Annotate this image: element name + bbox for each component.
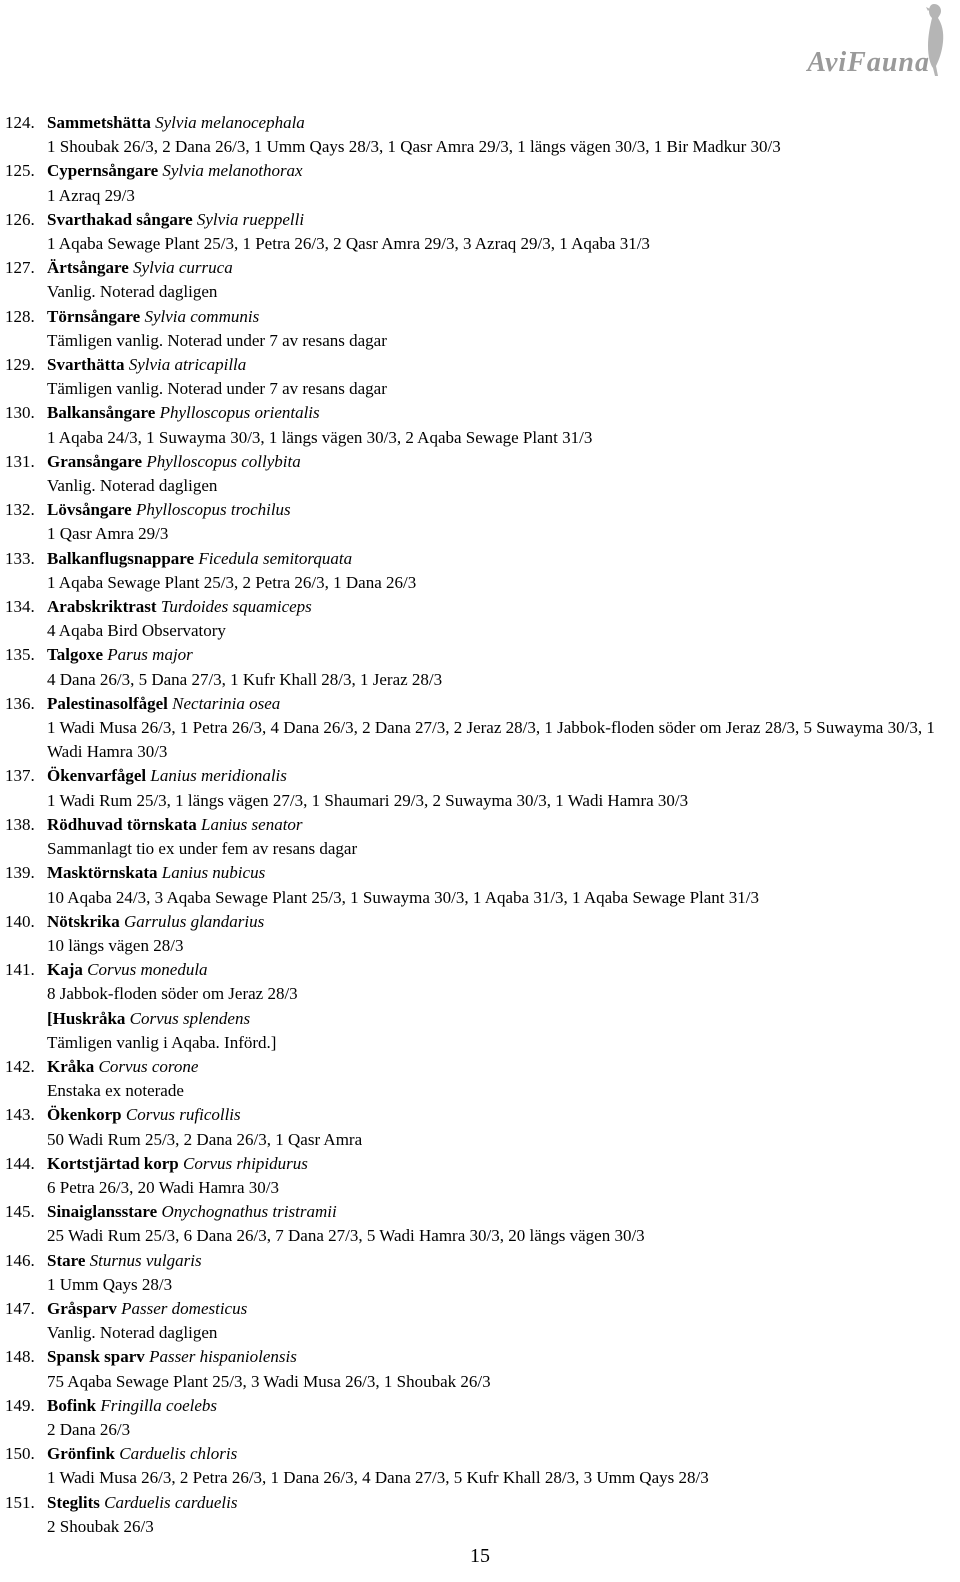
observations: 1 Umm Qays 28/3: [47, 1274, 173, 1294]
observations: 25 Wadi Rum 25/3, 6 Dana 26/3, 7 Dana 27/3, 5 Wadi Hamra 30/3, 20 längs vägen 30/3: [47, 1226, 645, 1246]
species-list: [5, 111, 960, 1539]
scientific-name: Lanius nubicus: [161, 863, 266, 883]
species-heading: [47, 159, 960, 183]
entry-number: 128.: [5, 306, 35, 326]
swedish-name: Ärtsångare: [47, 258, 129, 278]
entry-number: 129.: [5, 355, 35, 375]
species-heading: [47, 1394, 960, 1418]
observations: 1 Wadi Rum 25/3, 1 längs vägen 27/3, 1 Shaumari 29/3, 2 Suwayma 30/3, 1 Wadi Hamra 30/3: [47, 790, 689, 810]
scientific-name: Passer domesticus: [121, 1298, 248, 1318]
scientific-name: Phylloscopus trochilus: [135, 500, 291, 520]
species-heading: [47, 1055, 960, 1079]
species-entry: [5, 1297, 960, 1345]
observations: 50 Wadi Rum 25/3, 2 Dana 26/3, 1 Qasr Amra: [47, 1129, 363, 1149]
scientific-name: Corvus monedula: [87, 960, 208, 980]
swedish-name: Talgoxe: [47, 645, 104, 665]
species-heading: [47, 111, 960, 135]
scientific-name: Corvus rhipidurus: [182, 1153, 308, 1173]
species-heading: [47, 305, 960, 329]
observations: 10 Aqaba 24/3, 3 Aqaba Sewage Plant 25/3, 1 Suwayma 30/3, 1 Aqaba 31/3, 1 Aqaba Sewage Plant 31/3: [47, 887, 760, 907]
species-heading: [47, 1007, 960, 1031]
entry-number: 144.: [5, 1153, 35, 1173]
species-entry: [5, 910, 960, 958]
entry-number: 136.: [5, 693, 35, 713]
species-heading: [47, 450, 960, 474]
entry-number: 126.: [5, 209, 35, 229]
observations: 6 Petra 26/3, 20 Wadi Hamra 30/3: [47, 1177, 280, 1197]
scientific-name: Sturnus vulgaris: [89, 1250, 202, 1270]
swedish-name: Steglits: [47, 1492, 100, 1512]
species-heading: [47, 401, 960, 425]
swedish-name: Masktörnskata: [47, 863, 158, 883]
species-entry: [5, 547, 960, 595]
scientific-name: Sylvia rueppelli: [196, 209, 305, 229]
species-heading: [47, 1200, 960, 1224]
observations: 1 Wadi Musa 26/3, 2 Petra 26/3, 1 Dana 26/3, 4 Dana 27/3, 5 Kufr Khall 28/3, 3 Umm Qays 28/3: [47, 1468, 709, 1488]
entry-number: 146.: [5, 1250, 35, 1270]
species-heading: [47, 498, 960, 522]
swedish-name: Cypernsångare: [47, 161, 159, 181]
observations: Vanlig. Noterad dagligen: [47, 1323, 218, 1343]
observations: Tämligen vanlig. Noterad under 7 av resans dagar: [47, 330, 387, 350]
swedish-name: Lövsångare: [47, 500, 132, 520]
observations: 75 Aqaba Sewage Plant 25/3, 3 Wadi Musa 26/3, 1 Shoubak 26/3: [47, 1371, 491, 1391]
entry-number: 148.: [5, 1347, 35, 1367]
species-entry: [5, 1103, 960, 1151]
species-entry: [5, 1055, 960, 1103]
entry-number: 140.: [5, 911, 35, 931]
species-heading: [47, 1345, 960, 1369]
swedish-name: Palestinasolfågel: [47, 693, 168, 713]
species-entry: [5, 861, 960, 909]
entry-number: 134.: [5, 597, 35, 617]
entry-number: 137.: [5, 766, 35, 786]
observations: 1 Aqaba Sewage Plant 25/3, 1 Petra 26/3, 2 Qasr Amra 29/3, 3 Azraq 29/3, 1 Aqaba 31/3: [47, 234, 650, 254]
swedish-name: Ökenkorp: [47, 1105, 122, 1125]
scientific-name: Sylvia atricapilla: [128, 355, 247, 375]
swedish-name: Sinaiglansstare: [47, 1202, 158, 1222]
observations: 1 Aqaba Sewage Plant 25/3, 2 Petra 26/3, 1 Dana 26/3: [47, 572, 417, 592]
swedish-name: Gråsparv: [47, 1298, 117, 1318]
species-heading: [47, 692, 960, 716]
entry-number: 151.: [5, 1492, 35, 1512]
brand-name: AviFauna: [807, 47, 930, 78]
species-entry: [5, 1394, 960, 1442]
observations: 8 Jabbok-floden söder om Jeraz 28/3: [47, 984, 298, 1004]
entry-number: 131.: [5, 451, 35, 471]
species-entry: [5, 595, 960, 643]
scientific-name: Passer hispaniolensis: [149, 1347, 297, 1367]
observations: Enstaka ex noterade: [47, 1081, 184, 1101]
species-entry: [5, 1152, 960, 1200]
scientific-name: Parus major: [107, 645, 193, 665]
species-entry: [5, 256, 960, 304]
entry-number: 135.: [5, 645, 35, 665]
observations: 2 Shoubak 26/3: [47, 1516, 154, 1536]
observations: 1 Qasr Amra 29/3: [47, 524, 169, 544]
observations: 4 Dana 26/3, 5 Dana 27/3, 1 Kufr Khall 28/3, 1 Jeraz 28/3: [47, 669, 443, 689]
scientific-name: Sylvia communis: [144, 306, 260, 326]
entry-number: 145.: [5, 1202, 35, 1222]
page-number: 15: [470, 1545, 490, 1567]
species-entry: [5, 305, 960, 353]
observations: 1 Azraq 29/3: [47, 185, 135, 205]
entry-number: 149.: [5, 1395, 35, 1415]
entry-number: 139.: [5, 863, 35, 883]
swedish-name: Kortstjärtad korp: [47, 1153, 179, 1173]
entry-number: 138.: [5, 814, 35, 834]
swedish-name: Sammetshätta: [47, 113, 151, 132]
entry-number: 133.: [5, 548, 35, 568]
observations: 10 längs vägen 28/3: [47, 935, 184, 955]
species-entry: [5, 1345, 960, 1393]
species-entry: [5, 1249, 960, 1297]
scientific-name: Sylvia melanocephala: [155, 113, 305, 132]
species-heading: [47, 813, 960, 837]
observations: Sammanlagt tio ex under fem av resans dagar: [47, 839, 358, 859]
entry-number: 124.: [5, 113, 35, 132]
species-heading: [47, 1152, 960, 1176]
scientific-name: Fringilla coelebs: [100, 1395, 218, 1415]
observations: 1 Wadi Musa 26/3, 1 Petra 26/3, 4 Dana 26/3, 2 Dana 27/3, 2 Jeraz 28/3, 1 Jabbok-floden söder om Jeraz 28/3, 5 Suwayma 30/3, 1 Wadi Hamra 30/3: [47, 718, 935, 762]
species-entry: [5, 813, 960, 861]
swedish-name: Svarthakad sångare: [47, 209, 193, 229]
scientific-name: Carduelis chloris: [119, 1444, 238, 1464]
species-heading: [47, 643, 960, 667]
scientific-name: Garrulus glandarius: [123, 911, 265, 931]
observations: 4 Aqaba Bird Observatory: [47, 621, 226, 641]
scientific-name: Sylvia melanothorax: [162, 161, 303, 181]
species-heading: [47, 547, 960, 571]
entry-number: 141.: [5, 960, 35, 980]
swedish-name: Gransångare: [47, 451, 143, 471]
species-heading: [47, 1103, 960, 1127]
species-entry: [5, 401, 960, 449]
species-entry: [5, 111, 960, 159]
observations: Vanlig. Noterad dagligen: [47, 476, 218, 496]
species-heading: [47, 595, 960, 619]
swedish-name: Ökenvarfågel: [47, 766, 147, 786]
entry-number: 125.: [5, 161, 35, 181]
swedish-name: Bofink: [47, 1395, 97, 1415]
swedish-name: Arabskriktrast: [47, 597, 157, 617]
scientific-name: Turdoides squamiceps: [160, 597, 312, 617]
species-entry: [5, 1200, 960, 1248]
observations: Tämligen vanlig i Aqaba. Införd.]: [47, 1032, 277, 1052]
swedish-name: Kaja: [47, 960, 83, 980]
swedish-name: Törnsångare: [47, 306, 141, 326]
scientific-name: Nectarinia osea: [172, 693, 281, 713]
entry-number: 150.: [5, 1444, 35, 1464]
species-entry: [5, 353, 960, 401]
scientific-name: Phylloscopus orientalis: [159, 403, 320, 423]
observations: 2 Dana 26/3: [47, 1419, 131, 1439]
species-entry: [5, 498, 960, 546]
species-heading: [47, 861, 960, 885]
species-entry: [5, 958, 960, 1055]
scientific-name: Lanius meridionalis: [150, 766, 287, 786]
entry-number: 132.: [5, 500, 35, 520]
species-heading: [47, 256, 960, 280]
entry-number: 147.: [5, 1298, 35, 1318]
entry-number: 142.: [5, 1056, 35, 1076]
avifauna-logo: [754, 2, 954, 78]
entry-number: 127.: [5, 258, 35, 278]
scientific-name: Corvus splendens: [129, 1008, 251, 1028]
swedish-name: Balkanflugsnappare: [47, 548, 195, 568]
swedish-name: [Huskråka: [47, 1008, 126, 1028]
species-heading: [47, 958, 960, 982]
species-entry: [5, 764, 960, 812]
scientific-name: Onychognathus tristramii: [161, 1202, 337, 1222]
swedish-name: Svarthätta: [47, 355, 125, 375]
swedish-name: Stare: [47, 1250, 86, 1270]
species-heading: [47, 353, 960, 377]
species-entry: [5, 1491, 960, 1539]
scientific-name: Ficedula semitorquata: [198, 548, 353, 568]
swedish-name: Kråka: [47, 1056, 95, 1076]
scientific-name: Lanius senator: [201, 814, 303, 834]
species-entry: [5, 208, 960, 256]
entry-number: 130.: [5, 403, 35, 423]
scientific-name: Carduelis carduelis: [104, 1492, 238, 1512]
swedish-name: Spansk sparv: [47, 1347, 145, 1367]
scientific-name: Phylloscopus collybita: [146, 451, 301, 471]
entry-number: 143.: [5, 1105, 35, 1125]
species-entry: [5, 450, 960, 498]
swedish-name: Grönfink: [47, 1444, 116, 1464]
species-entry: [5, 692, 960, 765]
species-entry: [5, 159, 960, 207]
observations: 1 Shoubak 26/3, 2 Dana 26/3, 1 Umm Qays 28/3, 1 Qasr Amra 29/3, 1 längs vägen 30/3, 1 Bir Madkur 30/3: [47, 137, 781, 157]
swedish-name: Nötskrika: [47, 911, 120, 931]
scientific-name: Corvus corone: [98, 1056, 199, 1076]
species-heading: [47, 1249, 960, 1273]
scientific-name: Sylvia curruca: [133, 258, 233, 278]
species-heading: [47, 910, 960, 934]
species-heading: [47, 1442, 960, 1466]
swedish-name: Rödhuvad törnskata: [47, 814, 197, 834]
scientific-name: Corvus ruficollis: [125, 1105, 241, 1125]
species-entry: [5, 643, 960, 691]
species-heading: [47, 764, 960, 788]
swedish-name: Balkansångare: [47, 403, 156, 423]
observations: Tämligen vanlig. Noterad under 7 av resans dagar: [47, 379, 387, 399]
observations: Vanlig. Noterad dagligen: [47, 282, 218, 302]
observations: 1 Aqaba 24/3, 1 Suwayma 30/3, 1 längs vägen 30/3, 2 Aqaba Sewage Plant 31/3: [47, 427, 593, 447]
species-heading: [47, 1491, 960, 1515]
species-heading: [47, 208, 960, 232]
species-heading: [47, 1297, 960, 1321]
species-entry: [5, 1442, 960, 1490]
